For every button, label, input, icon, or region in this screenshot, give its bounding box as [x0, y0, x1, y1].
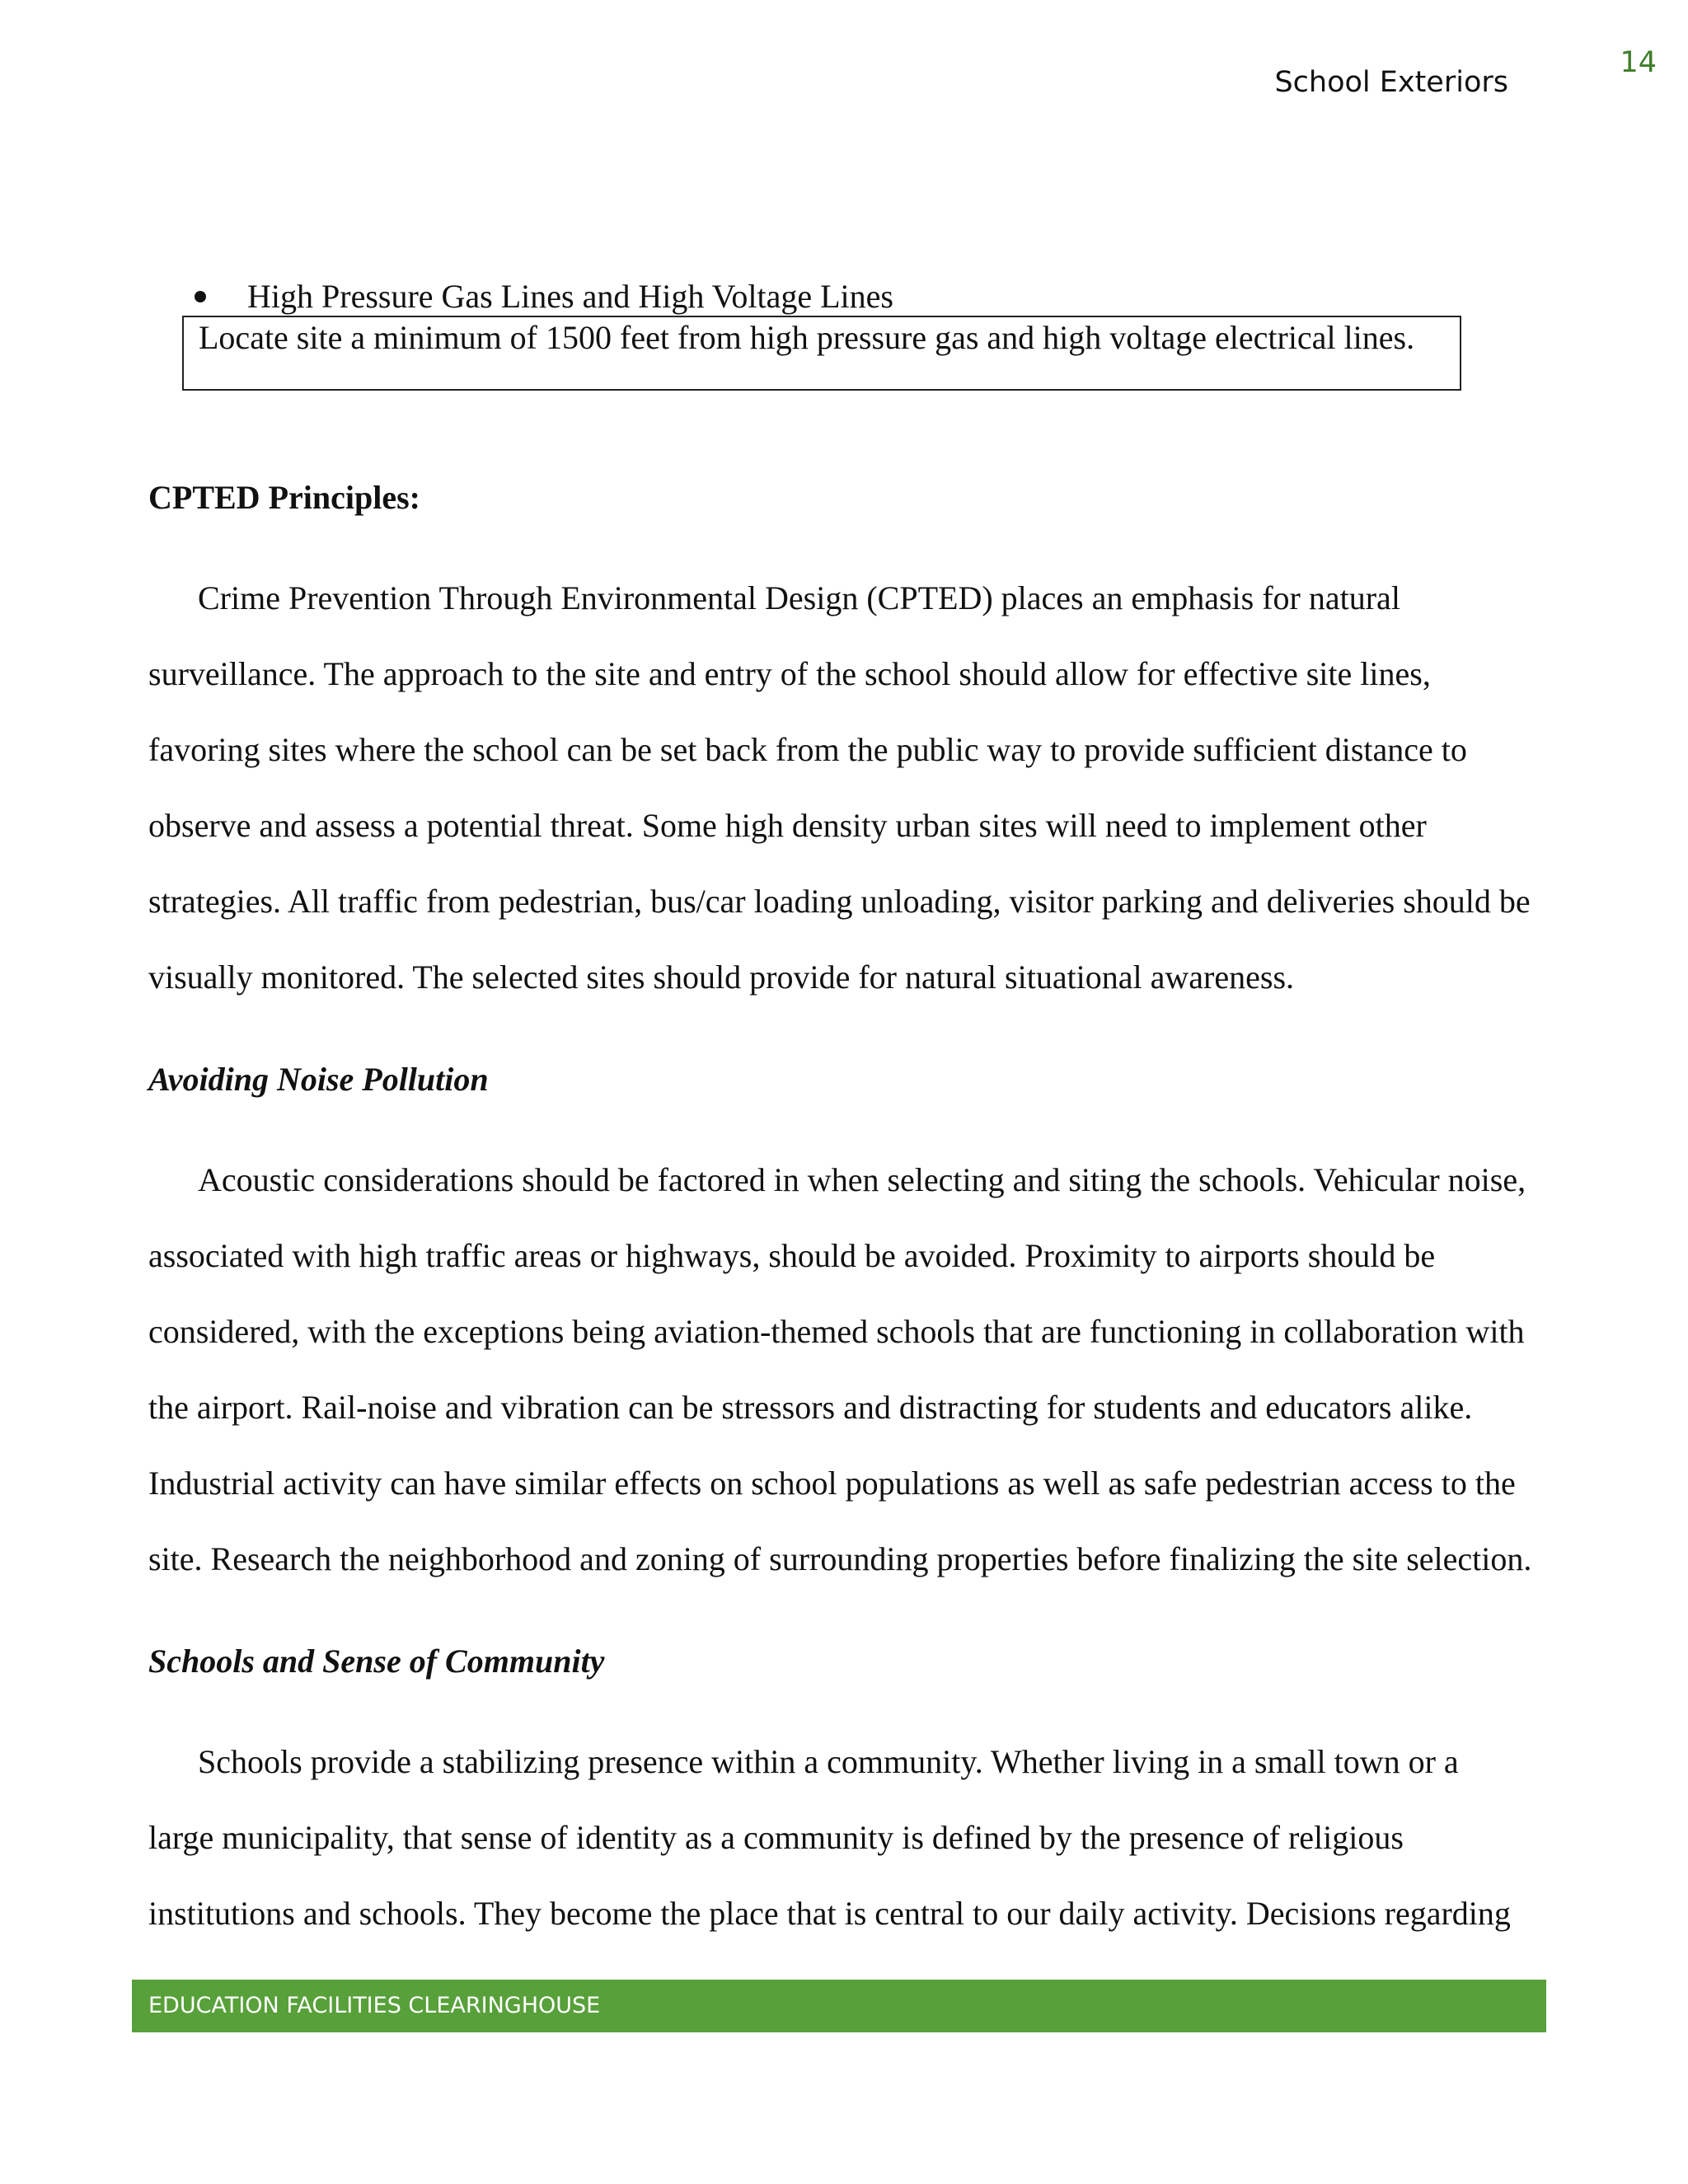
paragraph-line: Acoustic considerations should be factored in when selecting and siting the schools. Vehicular noise,	[198, 1161, 1526, 1198]
footer-band	[132, 1980, 1546, 2032]
paragraph-line: Crime Prevention Through Environmental Design (CPTED) places an emphasis for natural	[198, 579, 1400, 616]
paragraph-line: large municipality, that sense of identity as a community is defined by the presence of religious	[148, 1819, 1404, 1856]
paragraph-line: favoring sites where the school can be set back from the public way to provide sufficient distance to	[148, 731, 1467, 768]
paragraph-cpted	[148, 577, 1533, 1032]
bullet-icon	[195, 275, 247, 318]
running-header-title: School Exteriors	[1274, 66, 1508, 99]
paragraph-noise	[148, 1159, 1533, 1614]
requirement-box	[182, 316, 1461, 391]
bullet-item-text: High Pressure Gas Lines and High Voltage Lines	[247, 278, 893, 315]
paragraph-line: surveillance. The approach to the site and entry of the school should allow for effective site lines,	[148, 655, 1431, 692]
paragraph-line: the airport. Rail-noise and vibration can be stressors and distracting for students and educators alike.	[148, 1389, 1473, 1426]
footer-text: EDUCATION FACILITIES CLEARINGHOUSE	[148, 1993, 601, 2018]
paragraph-line: considered, with the exceptions being aviation-themed schools that are functioning in collaboration with	[148, 1313, 1525, 1350]
paragraph-line: visually monitored. The selected sites should provide for natural situational awareness.	[148, 958, 1295, 996]
section-heading-noise: Avoiding Noise Pollution	[148, 1061, 489, 1098]
section-heading-cpted: CPTED Principles:	[148, 479, 420, 516]
paragraph-line: strategies. All traffic from pedestrian, bus/car loading unloading, visitor parking and deliveries should be	[148, 883, 1531, 920]
paragraph-line: associated with high traffic areas or highways, should be avoided. Proximity to airports should be	[148, 1237, 1436, 1274]
paragraph-line: Industrial activity can have similar effects on school populations as well as safe pedestrian access to the	[148, 1465, 1516, 1502]
paragraph-line: Schools provide a stabilizing presence within a community. Whether living in a small town or a	[198, 1743, 1459, 1780]
requirement-box-text: Locate site a minimum of 1500 feet from high pressure gas and high voltage electrical lines.	[199, 319, 1415, 356]
paragraph-line: observe and assess a potential threat. Some high density urban sites will need to implement other	[148, 807, 1427, 844]
bullet-list-item	[195, 275, 893, 318]
paragraph-line: site. Research the neighborhood and zoning of surrounding properties before finalizing the site selection.	[148, 1540, 1532, 1577]
paragraph-community	[148, 1741, 1533, 1968]
page-number: 14	[1620, 46, 1657, 79]
paragraph-line: institutions and schools. They become the place that is central to our daily activity. Decisions regarding	[148, 1895, 1511, 1932]
section-heading-community: Schools and Sense of Community	[148, 1643, 605, 1680]
